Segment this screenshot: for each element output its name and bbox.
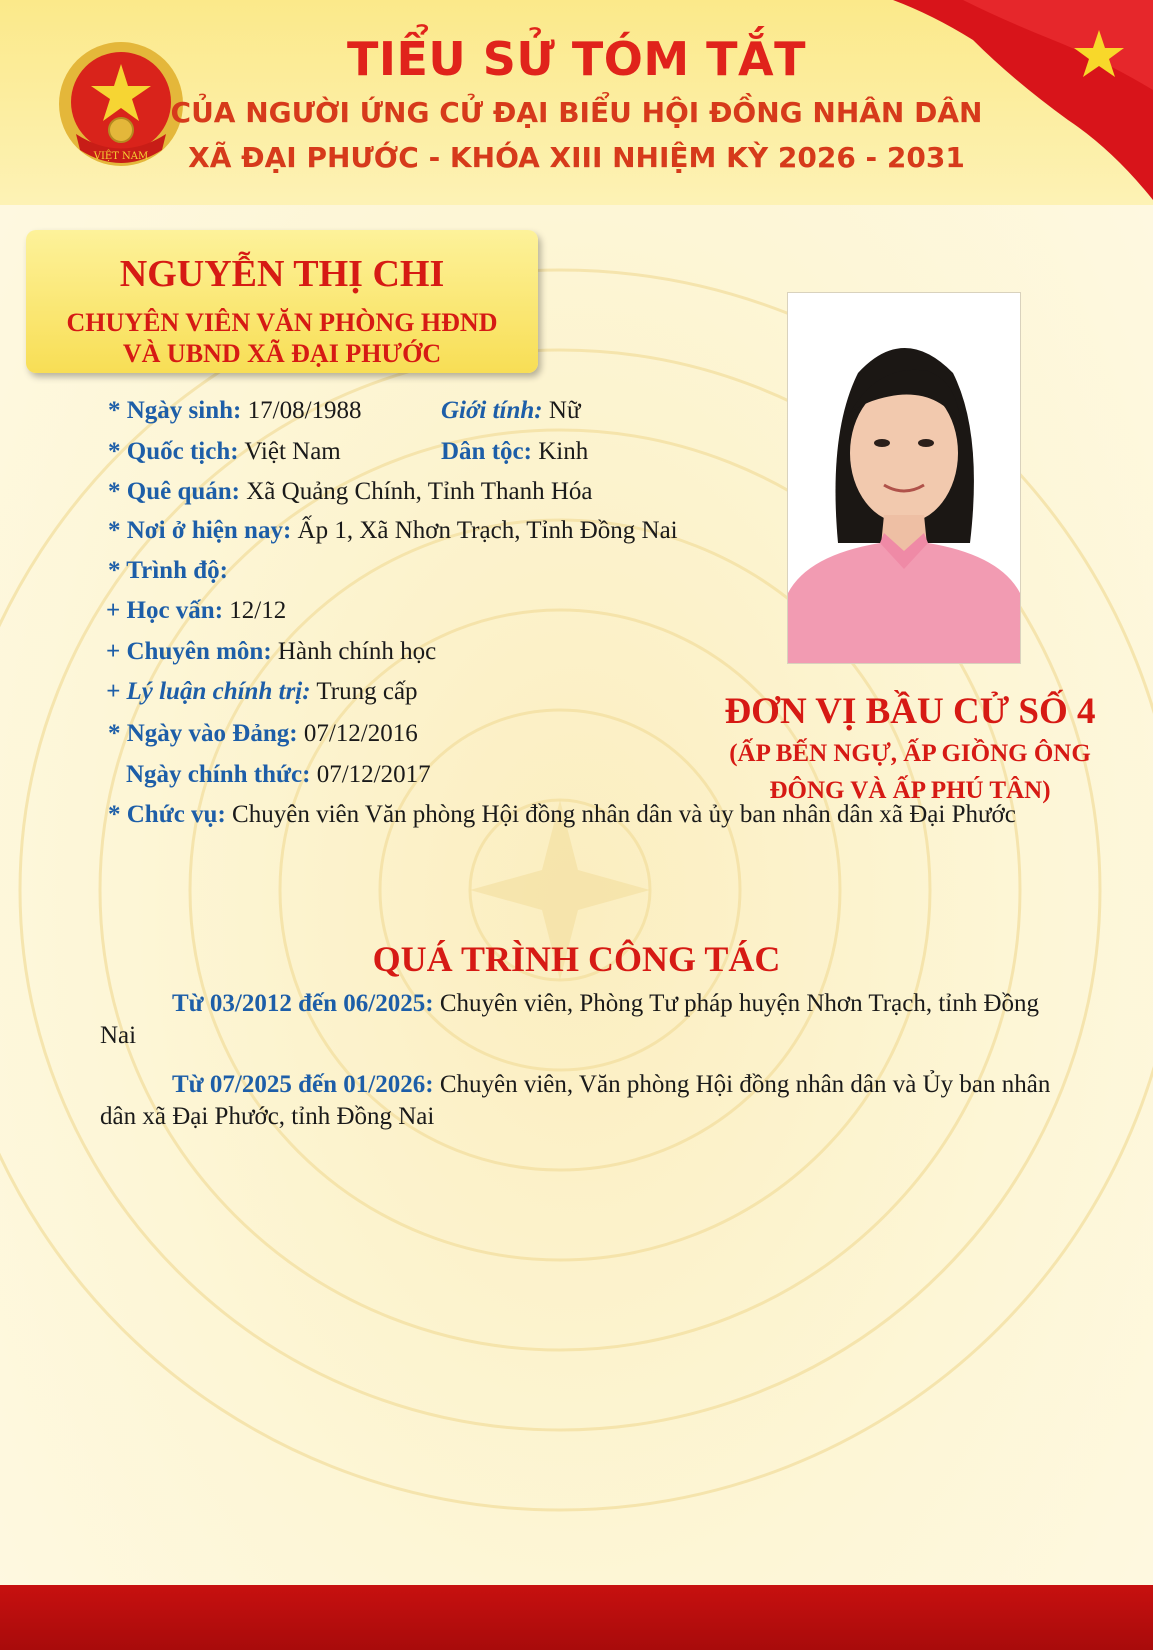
residence-label: * Nơi ở hiện nay: xyxy=(108,517,292,544)
official-date-label: Ngày chính thức: xyxy=(126,761,311,788)
gender-value: Nữ xyxy=(542,397,581,424)
work-history-text: Chuyên viên, Văn phòng Hội đồng nhân dân và Ủy ban nhân dân xã Đại Phước, tỉnh Đồng Nai xyxy=(100,1071,1051,1130)
ethnicity-value: Kinh xyxy=(531,438,589,465)
politics-label: + Lý luận chính trị: xyxy=(106,678,311,705)
level-row xyxy=(108,557,228,585)
role-row xyxy=(108,801,1016,829)
residence-row xyxy=(108,517,678,545)
emblem-label: VIỆT NAM xyxy=(93,151,149,162)
nationality-label: * Quốc tịch: xyxy=(108,438,239,465)
nationality-row xyxy=(108,438,341,466)
page-subtitle-line2: XÃ ĐẠI PHƯỚC - KHÓA XIII NHIỆM KỲ 2026 - 2031 xyxy=(188,141,965,174)
electoral-unit-line1: (ẤP BẾN NGỰ, ẤP GIỒNG ÔNG xyxy=(729,740,1091,767)
work-history-text: Chuyên viên, Phòng Tư pháp huyện Nhơn Trạch, tỉnh Đồng Nai xyxy=(100,990,1040,1049)
bottom-decorative-bar xyxy=(0,1585,1153,1650)
role-value: Chuyên viên Văn phòng Hội đồng nhân dân và ủy ban nhân dân xã Đại Phước xyxy=(225,801,1016,828)
dob-row xyxy=(108,397,362,425)
official-date-row xyxy=(126,761,431,789)
gender-row xyxy=(441,397,581,425)
specialty-label: + Chuyên môn: xyxy=(106,638,272,665)
candidate-name: NGUYỄN THỊ CHI xyxy=(119,253,445,295)
candidate-position-line2: VÀ UBND XÃ ĐẠI PHƯỚC xyxy=(122,339,442,368)
politics-value: Trung cấp xyxy=(310,678,418,705)
specialty-row xyxy=(106,638,436,666)
ethnicity-label: Dân tộc: xyxy=(441,438,532,465)
official-date-value: 07/12/2017 xyxy=(310,761,431,788)
electoral-unit-title: ĐƠN VỊ BẦU CỬ SỐ 4 xyxy=(724,691,1096,732)
hometown-value: Xã Quảng Chính, Tỉnh Thanh Hóa xyxy=(239,478,593,505)
hometown-label: * Quê quán: xyxy=(108,478,240,505)
page-title: TIỂU SỬ TÓM TẮT xyxy=(347,32,806,86)
electoral-unit-line2: ĐÔNG VÀ ẤP PHÚ TÂN) xyxy=(769,777,1051,804)
work-history-entry xyxy=(100,988,1080,1052)
specialty-value: Hành chính học xyxy=(271,638,437,665)
ethnicity-row xyxy=(441,438,588,466)
party-date-value: 07/12/2016 xyxy=(297,720,418,747)
work-history-title: QUÁ TRÌNH CÔNG TÁC xyxy=(372,939,781,979)
work-history-period: Từ 03/2012 đến 06/2025: xyxy=(172,990,434,1017)
role-label: * Chức vụ: xyxy=(108,801,226,828)
gender-label: Giới tính: xyxy=(441,397,543,424)
dob-value: 17/08/1988 xyxy=(241,397,362,424)
page-subtitle-line1: CỦA NGƯỜI ỨNG CỬ ĐẠI BIỂU HỘI ĐỒNG NHÂN DÂN xyxy=(170,96,983,129)
politics-row xyxy=(106,678,418,706)
candidate-photo xyxy=(787,292,1021,664)
portrait-icon xyxy=(788,293,1020,663)
candidate-name-card xyxy=(26,230,538,373)
education-value: 12/12 xyxy=(223,597,287,624)
residence-value: Ấp 1, Xã Nhơn Trạch, Tỉnh Đồng Nai xyxy=(291,517,678,544)
hometown-row xyxy=(108,478,593,506)
nationality-value: Việt Nam xyxy=(238,438,341,465)
header-banner xyxy=(0,0,1153,205)
party-date-row xyxy=(108,720,418,748)
level-label: * Trình độ: xyxy=(108,557,228,584)
education-label: + Học vấn: xyxy=(106,597,224,624)
work-history-period: Từ 07/2025 đến 01/2026: xyxy=(172,1071,434,1098)
party-date-label: * Ngày vào Đảng: xyxy=(108,720,298,747)
education-row xyxy=(106,597,286,625)
work-history-entry xyxy=(100,1069,1080,1133)
candidate-position-line1: CHUYÊN VIÊN VĂN PHÒNG HĐND xyxy=(66,308,498,337)
dob-label: * Ngày sinh: xyxy=(108,397,242,424)
